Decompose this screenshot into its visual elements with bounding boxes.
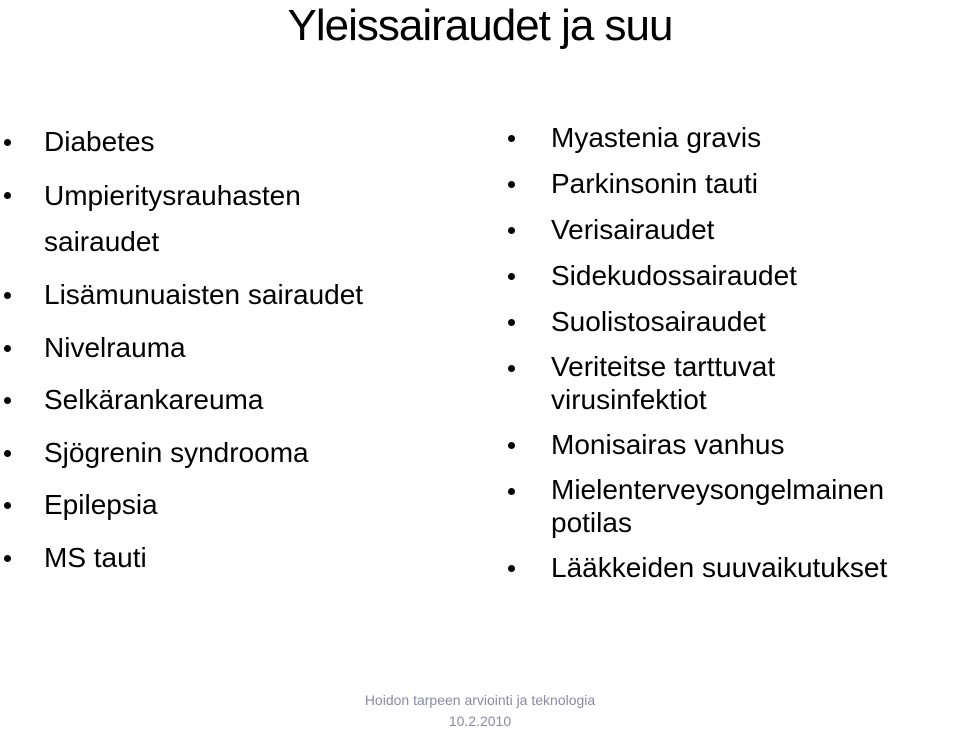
list-item [505,473,955,539]
bullet-icon [508,135,515,142]
bullet-icon [4,139,11,146]
list-item [0,120,470,164]
list-item-text: Epilepsia [44,489,158,520]
bullet-icon [4,450,11,457]
list-item [505,427,955,462]
list-item [0,431,470,475]
slide-title: Yleissairaudet ja suu [287,1,673,50]
list-item [505,550,955,585]
bullet-icon [508,442,515,449]
left-bullet-list [0,120,470,588]
list-item-text: Sjögrenin syndrooma [44,436,309,468]
footer-date: 10.2.2010 [448,713,512,729]
list-item [505,212,955,247]
list-item [0,536,470,580]
bullet-icon [508,365,515,372]
list-item-text: Diabetes [44,126,155,157]
bullet-icon [4,397,11,404]
footer-course-name: Hoidon tarpeen arviointi ja teknologia [364,692,596,708]
list-item [505,120,955,155]
list-item [505,166,955,201]
list-item [0,273,470,317]
list-item-text: MS tauti [44,541,147,573]
list-item [0,326,470,370]
list-item-text: Umpieritysrauhasten sairaudet [44,179,301,257]
list-item [0,173,470,265]
list-item [505,350,955,416]
list-item-text: Lisämunuaisten sairaudet [44,279,364,310]
list-item-text: Lääkkeiden suuvaikutukset [551,552,888,583]
bullet-icon [508,488,515,495]
list-item-text: Sidekudossairaudet [551,260,797,291]
bullet-icon [4,192,11,199]
bullet-icon [4,292,11,299]
list-item-text: Nivelrauma [44,331,186,363]
list-item [505,304,955,339]
bullet-icon [4,345,11,352]
list-item [0,378,470,422]
list-item-text: Selkärankareuma [44,384,264,415]
right-bullet-list [505,120,955,596]
list-item-text: Parkinsonin tauti [551,168,759,199]
bullet-icon [4,502,11,509]
list-item [505,258,955,293]
list-item-text: Monisairas vanhus [551,429,785,460]
list-item [0,483,470,527]
list-item-text: Suolistosairaudet [551,306,766,337]
bullet-icon [508,181,515,188]
list-item-text: Veriteitse tarttuvat virusinfektiot [551,351,776,415]
bullet-icon [4,555,11,562]
bullet-icon [508,565,515,572]
bullet-icon [508,273,515,280]
bullet-icon [508,319,515,326]
list-item-text: Myastenia gravis [551,122,762,153]
list-item-text: Mielenterveysongelmainen potilas [551,474,885,538]
list-item-text: Verisairaudet [551,214,715,245]
bullet-icon [508,227,515,234]
